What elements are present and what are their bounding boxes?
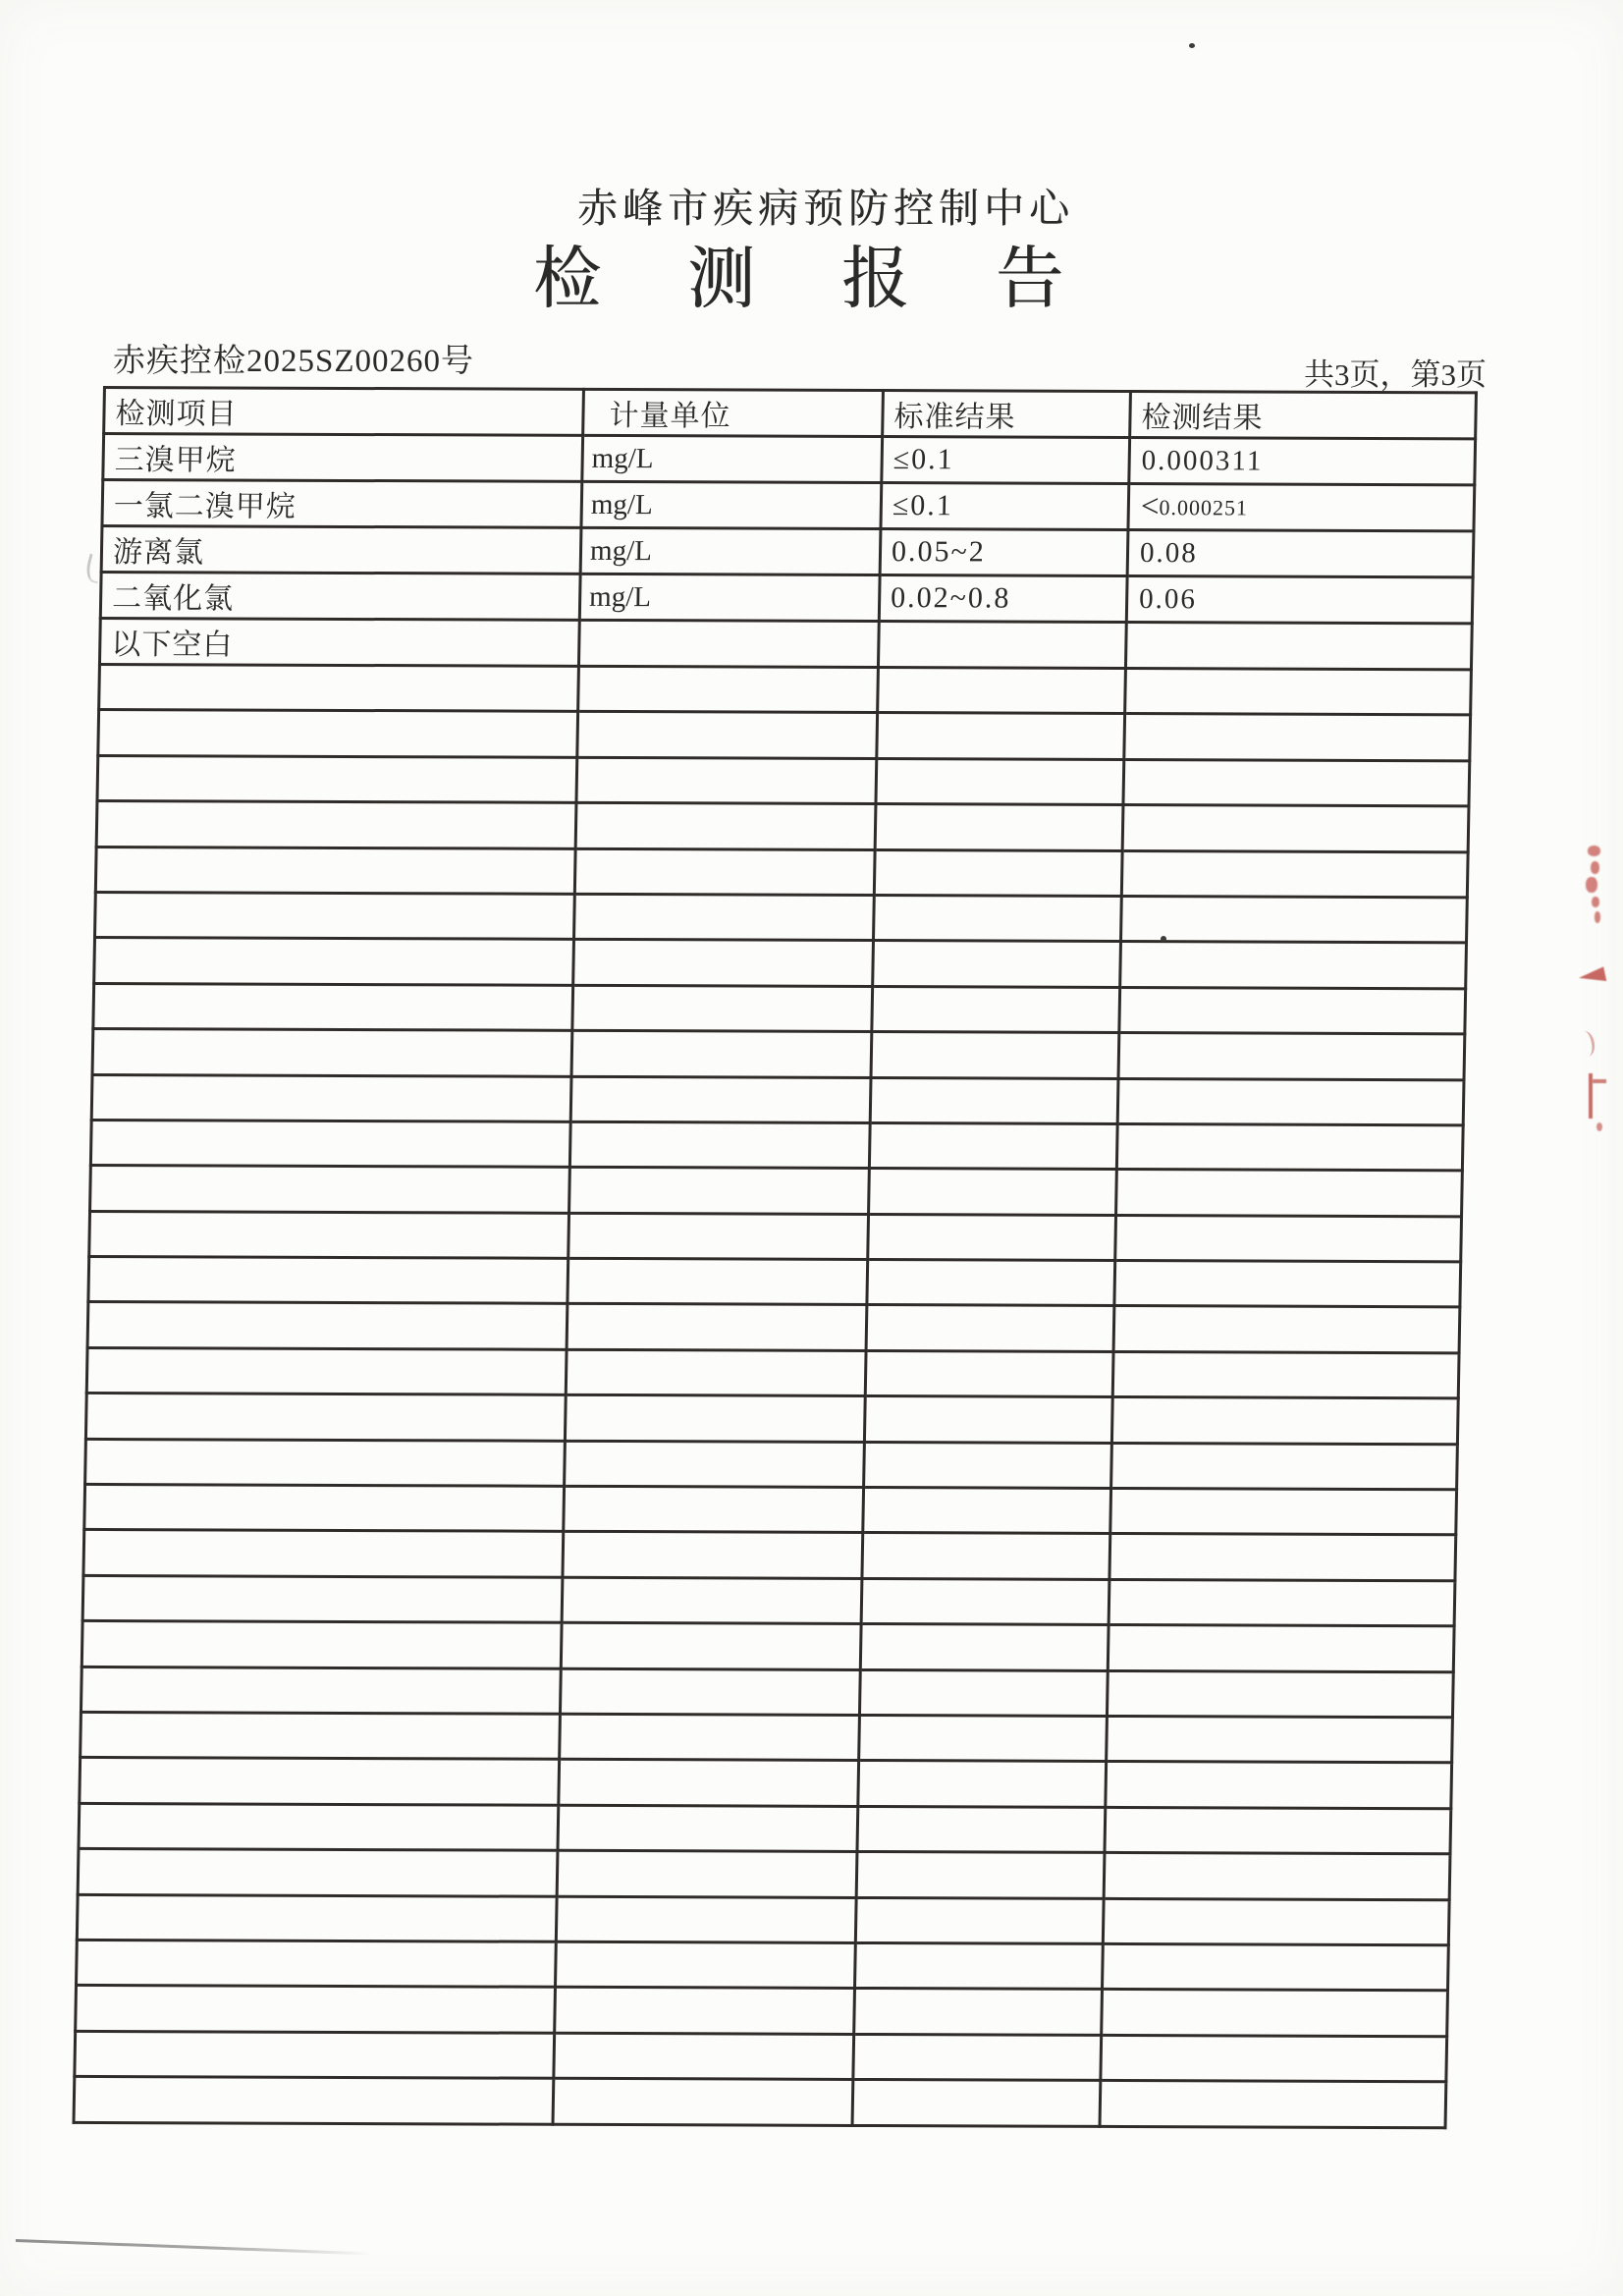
empty-cell	[872, 986, 1120, 1032]
empty-cell	[553, 2078, 853, 2125]
empty-cell	[557, 1850, 857, 1897]
cell-unit	[578, 620, 879, 667]
empty-cell	[868, 1214, 1116, 1260]
empty-cell	[1105, 1807, 1451, 1854]
empty-table-row	[84, 1484, 1457, 1535]
red-stamp-fragment	[1592, 897, 1599, 907]
empty-cell	[560, 1714, 860, 1761]
empty-table-row	[83, 1530, 1456, 1581]
empty-cell	[75, 2031, 555, 2078]
empty-cell	[91, 1074, 571, 1121]
empty-cell	[1122, 805, 1469, 852]
empty-cell	[86, 1347, 567, 1394]
empty-cell	[575, 803, 876, 850]
empty-cell	[81, 1621, 562, 1668]
empty-cell	[1101, 2035, 1447, 2082]
empty-cell	[1113, 1306, 1460, 1353]
cell-result: 0.06	[1126, 576, 1473, 624]
empty-cell	[865, 1350, 1113, 1396]
cell-standard	[878, 622, 1126, 669]
empty-cell	[1107, 1670, 1453, 1718]
empty-cell	[857, 1806, 1106, 1852]
ink-speck	[1161, 936, 1166, 942]
empty-cell	[568, 1213, 869, 1260]
empty-cell	[565, 1395, 865, 1443]
cell-result: 0.08	[1127, 530, 1474, 577]
empty-table-row	[81, 1712, 1453, 1763]
empty-cell	[854, 1942, 1103, 1989]
empty-cell	[1110, 1488, 1457, 1535]
page-fold-line	[16, 2239, 373, 2256]
cell-item: 游离氯	[101, 525, 581, 574]
org-name: 赤峰市疾病预防控制中心	[577, 186, 1074, 231]
empty-cell	[866, 1305, 1114, 1351]
empty-cell	[573, 894, 874, 941]
empty-cell	[859, 1715, 1108, 1761]
empty-cell	[1125, 669, 1472, 716]
empty-cell	[852, 2080, 1101, 2126]
empty-table-row	[75, 2031, 1447, 2082]
empty-cell	[1117, 1078, 1464, 1125]
empty-table-row	[87, 1302, 1460, 1353]
empty-cell	[1104, 1853, 1450, 1900]
empty-cell	[859, 1669, 1108, 1716]
empty-cell	[862, 1533, 1110, 1579]
empty-table-row	[80, 1758, 1452, 1809]
empty-cell	[1115, 1215, 1462, 1262]
results-table	[72, 386, 1477, 2129]
empty-table-row	[81, 1621, 1454, 1672]
col-header-standard: 标准结果	[883, 391, 1131, 438]
empty-cell	[87, 1302, 568, 1349]
empty-cell	[78, 1849, 558, 1896]
empty-cell	[1103, 1898, 1449, 1945]
empty-cell	[1102, 1943, 1448, 1991]
cell-standard: ≤0.1	[882, 437, 1130, 484]
empty-cell	[559, 1760, 859, 1807]
empty-cell	[97, 755, 577, 802]
empty-table-row	[93, 983, 1466, 1034]
empty-cell	[96, 801, 576, 848]
empty-table-row	[95, 847, 1468, 898]
empty-cell	[566, 1349, 866, 1396]
empty-cell	[83, 1530, 564, 1577]
empty-cell	[94, 892, 574, 939]
empty-cell	[873, 895, 1121, 941]
empty-cell	[1106, 1762, 1452, 1809]
empty-cell	[94, 938, 574, 985]
cell-unit: mg/L	[579, 574, 880, 621]
empty-cell	[76, 1986, 556, 2033]
empty-cell	[574, 848, 875, 896]
empty-cell	[1119, 987, 1466, 1034]
empty-cell	[855, 1897, 1104, 1943]
empty-cell	[877, 713, 1125, 759]
empty-cell	[860, 1624, 1109, 1670]
empty-cell	[864, 1396, 1112, 1443]
empty-cell	[99, 664, 579, 711]
col-header-unit: 计量单位	[583, 389, 884, 436]
empty-cell	[577, 712, 878, 759]
empty-cell	[558, 1805, 858, 1852]
empty-cell	[571, 1030, 872, 1077]
empty-cell	[1111, 1443, 1458, 1490]
red-stamp-fragment	[1596, 1122, 1602, 1131]
empty-cell	[77, 1894, 557, 1941]
table-row-blank-below	[99, 618, 1472, 669]
cell-standard: 0.02~0.8	[879, 575, 1127, 623]
empty-cell	[878, 668, 1126, 714]
cell-item: 三溴甲烷	[103, 434, 583, 482]
empty-table-row	[88, 1257, 1461, 1308]
empty-table-row	[74, 2077, 1446, 2128]
empty-cell	[570, 1076, 871, 1123]
empty-cell	[77, 1940, 557, 1987]
red-stamp-fragment	[1588, 846, 1600, 856]
empty-cell	[863, 1488, 1111, 1534]
empty-cell	[556, 1896, 856, 1943]
empty-cell	[578, 666, 879, 713]
empty-cell	[81, 1667, 561, 1714]
empty-table-row	[89, 1211, 1462, 1262]
page-info: 共3页，第3页	[1304, 357, 1487, 392]
empty-table-row	[90, 1166, 1463, 1217]
empty-cell	[1123, 759, 1470, 806]
cell-result	[1125, 623, 1472, 670]
empty-cell	[1124, 714, 1471, 761]
empty-cell	[82, 1575, 563, 1622]
empty-cell	[1121, 850, 1468, 898]
empty-cell	[1100, 2081, 1446, 2128]
red-stamp-fragment	[1578, 966, 1607, 986]
red-stamp-fragment	[1576, 1030, 1596, 1059]
empty-cell	[869, 1169, 1117, 1215]
cell-unit: mg/L	[581, 481, 882, 528]
empty-cell	[85, 1439, 566, 1486]
empty-table-row	[79, 1803, 1451, 1854]
empty-cell	[92, 1029, 572, 1076]
table-header-row	[104, 388, 1477, 439]
empty-cell	[1120, 896, 1467, 943]
empty-cell	[565, 1441, 865, 1488]
empty-table-row	[76, 1986, 1448, 2037]
table-row	[102, 479, 1475, 530]
empty-cell	[89, 1211, 569, 1258]
empty-cell	[563, 1532, 863, 1579]
empty-cell	[90, 1166, 570, 1213]
empty-cell	[1102, 1990, 1448, 2037]
empty-cell	[870, 1077, 1118, 1123]
empty-table-row	[77, 1940, 1449, 1991]
empty-table-row	[85, 1439, 1458, 1490]
empty-cell	[1116, 1170, 1463, 1217]
ink-speck	[1189, 43, 1195, 48]
empty-table-row	[99, 664, 1472, 715]
empty-table-row	[90, 1120, 1463, 1171]
empty-table-row	[91, 1074, 1464, 1125]
less-than-sign: <	[1140, 488, 1160, 524]
empty-cell	[561, 1623, 861, 1670]
empty-table-row	[92, 1029, 1465, 1080]
empty-table-row	[77, 1894, 1449, 1945]
report-title: 检测报告	[533, 242, 1150, 316]
empty-cell	[1116, 1123, 1463, 1171]
empty-table-row	[85, 1394, 1458, 1445]
empty-cell	[81, 1712, 561, 1759]
cell-unit: mg/L	[580, 527, 881, 574]
empty-table-row	[81, 1667, 1453, 1718]
empty-table-row	[94, 938, 1467, 989]
empty-cell	[568, 1258, 868, 1305]
empty-cell	[554, 2033, 854, 2080]
empty-cell	[88, 1257, 568, 1304]
empty-cell	[98, 710, 578, 757]
empty-cell	[871, 1032, 1119, 1078]
col-header-result: 检测结果	[1130, 392, 1477, 439]
cell-item: 以下空白	[99, 618, 579, 666]
empty-cell	[1111, 1397, 1458, 1445]
empty-table-row	[86, 1347, 1459, 1398]
empty-cell	[560, 1668, 860, 1716]
empty-cell	[858, 1761, 1107, 1807]
red-stamp-fragment	[1591, 861, 1599, 874]
empty-cell	[85, 1394, 566, 1441]
empty-cell	[90, 1120, 570, 1167]
empty-cell	[1107, 1716, 1453, 1763]
red-stamp-fragment	[1595, 911, 1600, 923]
empty-cell	[864, 1442, 1112, 1488]
table-row	[100, 572, 1473, 623]
cell-standard: ≤0.1	[881, 483, 1129, 530]
empty-cell	[555, 1988, 855, 2035]
empty-cell	[1109, 1534, 1456, 1581]
result-value: 0.000251	[1159, 494, 1249, 519]
empty-cell	[1120, 942, 1467, 989]
empty-table-row	[98, 710, 1471, 761]
empty-cell	[1109, 1579, 1455, 1626]
empty-cell	[562, 1577, 862, 1624]
empty-cell	[876, 758, 1124, 804]
empty-cell	[874, 849, 1122, 896]
empty-cell	[875, 804, 1123, 850]
empty-cell	[854, 1989, 1103, 2035]
empty-cell	[1108, 1625, 1454, 1672]
empty-cell	[84, 1484, 565, 1531]
col-header-item: 检测项目	[104, 388, 584, 436]
empty-cell	[873, 941, 1121, 987]
empty-cell	[93, 983, 573, 1030]
empty-cell	[74, 2077, 554, 2124]
cell-standard: 0.05~2	[880, 529, 1128, 576]
empty-cell	[555, 1941, 855, 1989]
table-row	[101, 525, 1474, 576]
cell-result: 0.000311	[1129, 438, 1476, 485]
empty-table-row	[78, 1849, 1450, 1900]
cell-unit: mg/L	[582, 435, 883, 482]
empty-table-row	[94, 892, 1467, 943]
empty-cell	[80, 1758, 560, 1805]
red-stamp-fragment	[1583, 1073, 1608, 1119]
empty-cell	[867, 1260, 1115, 1306]
cell-item: 一氯二溴甲烷	[102, 479, 582, 527]
empty-cell	[79, 1803, 559, 1850]
empty-cell	[576, 757, 877, 804]
empty-table-row	[96, 801, 1469, 852]
empty-cell	[861, 1578, 1109, 1624]
empty-table-row	[97, 755, 1470, 806]
red-stamp-fragment	[1586, 877, 1597, 893]
empty-cell	[569, 1121, 870, 1169]
empty-cell	[856, 1852, 1105, 1898]
empty-cell	[573, 940, 874, 987]
doc-number: 赤疾控检2025SZ00260号	[113, 344, 475, 379]
empty-cell	[869, 1122, 1117, 1169]
empty-cell	[1112, 1351, 1459, 1398]
empty-cell	[1118, 1033, 1465, 1080]
empty-cell	[569, 1168, 870, 1215]
empty-cell	[853, 2034, 1102, 2080]
results-table-body	[74, 434, 1476, 2128]
empty-cell	[564, 1486, 864, 1533]
cell-item: 二氧化氯	[100, 572, 580, 620]
cell-result	[1128, 484, 1475, 531]
empty-cell	[1114, 1261, 1461, 1308]
table-row	[103, 434, 1476, 485]
empty-table-row	[82, 1575, 1455, 1626]
empty-cell	[567, 1304, 867, 1351]
empty-cell	[95, 847, 575, 894]
empty-cell	[572, 985, 873, 1032]
